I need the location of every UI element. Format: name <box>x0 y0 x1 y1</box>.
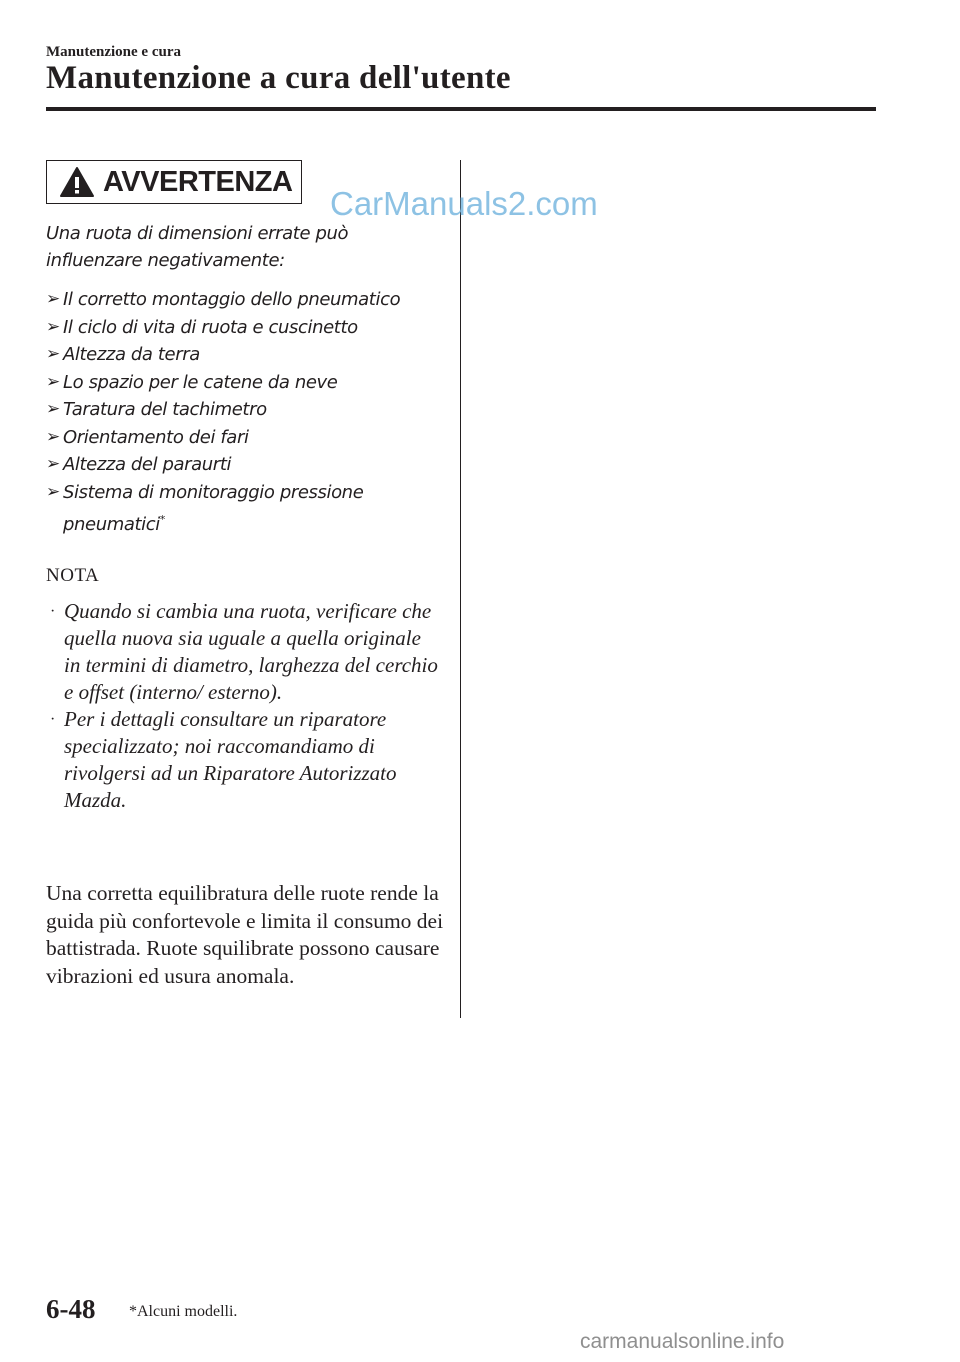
list-item: ➢ Taratura del tachimetro <box>46 396 456 424</box>
arrow-bullet-icon: ➢ <box>46 454 60 474</box>
nota-list <box>50 598 440 814</box>
list-item: ➢ Lo spazio per le catene da neve <box>46 369 456 397</box>
arrow-bullet-icon: ➢ <box>46 344 60 364</box>
arrow-bullet-icon: ➢ <box>46 426 60 447</box>
body-paragraph: Una corretta equilibratura delle ruote rende la guida più confortevole e limita il consumo dei battistrada. Ruote squilibrate possono causare vibrazioni ed usura anomala. <box>46 881 444 988</box>
section-heading: Manutenzione e cura <box>46 44 181 60</box>
list-item: · Quando si cambia una ruota, verificare che quella nuova sia uguale a quella originale in termini di diametro, larghezza del cerchio e offset (interno/ esterno). <box>50 599 438 704</box>
nota-title: NOTA <box>46 565 100 586</box>
page-title: Manutenzione a cura dell'utente <box>46 60 511 96</box>
site-watermark: carmanualsonline.info <box>580 1330 785 1353</box>
list-item: ➢ Sistema di monitoraggio pressione pneumatici* <box>46 479 456 539</box>
warning-triangle-icon <box>59 166 95 198</box>
list-item: ➢ Altezza del paraurti <box>46 451 456 479</box>
arrow-bullet-icon: ➢ <box>46 289 60 309</box>
list-item: ➢ Il corretto montaggio dello pneumatico <box>46 286 456 314</box>
warning-box <box>46 160 302 204</box>
footnote-mark: * <box>159 513 165 526</box>
list-item: ➢ Orientamento dei fari <box>46 424 456 452</box>
dot-bullet-icon: · <box>50 603 56 620</box>
list-item: · Per i dettagli consultare un riparatore specializzato; noi raccomandiamo di rivolgersi ad un Riparatore Autorizzato Mazda. <box>50 707 397 812</box>
arrow-bullet-icon: ➢ <box>46 399 60 419</box>
warning-intro: Una ruota di dimensioni errate può influenzare negativamente: <box>46 223 349 271</box>
warning-list <box>46 286 456 539</box>
arrow-bullet-icon: ➢ <box>46 316 60 337</box>
page-number: 6-48 <box>46 1294 96 1324</box>
column-divider <box>460 160 461 1018</box>
arrow-bullet-icon: ➢ <box>46 371 60 392</box>
footnote: *Alcuni modelli. <box>129 1303 238 1320</box>
dot-bullet-icon: · <box>50 711 56 728</box>
title-rule <box>46 107 876 111</box>
arrow-bullet-icon: ➢ <box>46 481 60 502</box>
warning-label: AVVERTENZA <box>103 165 293 198</box>
list-item: ➢ Altezza da terra <box>46 341 456 369</box>
list-item: ➢ Il ciclo di vita di ruota e cuscinetto <box>46 314 456 342</box>
watermark-text: CarManuals2.com <box>330 185 598 222</box>
